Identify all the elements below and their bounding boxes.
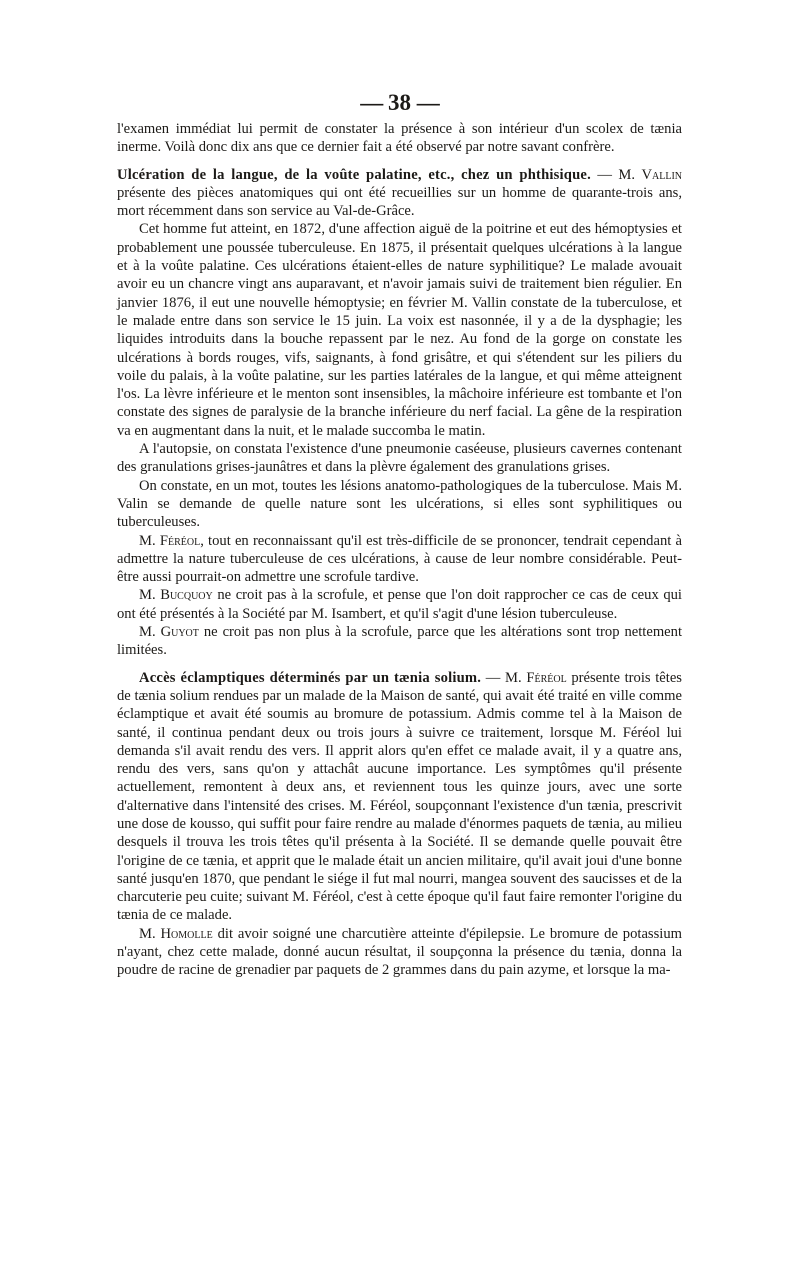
text-run: Cet homme fut atteint, en 1872, d'une affection aiguë de la poitrine et eut des hémoptysies et probablement une poussée tuberculeuse. En 1875, il présentait quelques ulcérations à la langue et à la voûte palatine. Ces ulcérations étaient-elles de nature syphilitique? Le malade avouait avoir eu un chancre vingt ans auparavant, et n'avoir jamais suivi de traitement bien régulier. En janvier 1876, il eut une nouvelle hémoptysie; en février M. Vallin constate de la tuberculose, et le malade entre dans son service le 15 juin. La voix est nasonnée, il y a de la dysphagie; les liquides introduits dans la bouche repassent par le nez. Au fond de la gorge on constate les ulcérations à bords rouges, vifs, saignants, à fond grisâtre, et qui s'étendent sur les piliers du voile du palais, à la voûte palatine, sur les parties latérales de la langue, et qui même atteignent l'os. La lèvre inférieure et le menton sont insensibles, la mâchoire inférieure est tombante et l'on constate des signes de paralysie de la branche inférieure du nerf facial. La gêne de la respiration va en augmentant dans la nuit, et le malade succomba le matin. <box>117 221 682 439</box>
author-name: Féréol <box>159 532 201 549</box>
body-text <box>117 120 682 980</box>
paragraph-p10 <box>117 925 682 980</box>
author-name: Féréol <box>526 669 567 686</box>
text-run: M. <box>139 624 161 641</box>
author-name: Bucquoy <box>160 587 213 604</box>
author-name: Vallin <box>641 166 682 183</box>
page-number-dash-right: — <box>416 90 439 115</box>
text-run: présente des pièces anatomiques qui ont été recueillies sur un homme de quarante-trois ans, mort récemment dans son service au Val-de-Grâce. <box>117 184 682 220</box>
text-run: ne croit pas non plus à la scrofule, parce que les altérations sont trop nettement limitées. <box>117 624 682 659</box>
paragraph-p8 <box>117 623 682 660</box>
text-run: ne croit pas à la scrofule, et pense que l'on doit rapprocher ce cas de ceux qui ont été présentés à la Société par M. Isambert, et qu'il s'agit d'une lésion tuberculeuse. <box>117 587 682 622</box>
text-run: M. <box>139 925 161 942</box>
text-run: l'examen immédiat lui permit de constater la présence à son intérieur d'un scolex de tænia inerme. Voilà donc dix ans que ce dernier fait a été observé par notre savant confrère. <box>117 121 682 156</box>
page-number <box>117 86 682 120</box>
text-run: A l'autopsie, on constata l'existence d'une pneumonie caséeuse, plusieurs cavernes contenant des granulations grises-jaunâtres et dans la plèvre également des granulations grises. <box>117 441 682 476</box>
text-run: — M. <box>481 669 527 686</box>
text-run: dit avoir soigné une charcutière atteinte d'épilepsie. Le bromure de potassium n'ayant, chez cette malade, donné aucun résultat, il soupçonna la présence du tænia, donna la poudre de racine de grenadier par paquets de 2 grammes dans du pain azyme, et lorsque la ma- <box>117 925 682 979</box>
paragraph-p3 <box>117 220 682 440</box>
paragraph-p6 <box>117 532 682 587</box>
paragraph-p5 <box>117 477 682 532</box>
text-run: , tout en reconnaissant qu'il est très-difficile de se prononcer, tendrait cependant à admettre la nature tuberculeuse de ces ulcérations, à cause de leur nombre considérable. Peut-être aussi pourrait-on admettre une scrofule tardive. <box>117 532 682 586</box>
paragraph-p2 <box>117 166 682 221</box>
text-run: M. <box>139 532 160 549</box>
author-name: Guyot <box>160 624 199 641</box>
paragraph-p1 <box>117 120 682 157</box>
text-run: On constate, en un mot, toutes les lésions anatomo-pathologiques de la tuberculose. Mais M. Valin se demande de quelle nature sont les ulcérations, si elles sont syphilitiques ou tuberculeuses. <box>117 477 682 531</box>
paragraph-p9 <box>117 669 682 925</box>
text-run: — M. <box>590 166 642 183</box>
text-run: M. <box>139 587 161 604</box>
author-name: Homolle <box>160 925 213 942</box>
section-heading: Ulcération de la langue, de la voûte palatine, etc., chez un phthisique. <box>117 166 591 183</box>
text-run: présente trois têtes de tænia solium rendues par un malade de la Maison de santé, qui avait été traité en ville comme éclamptique et avait été soumis au bromure de potassium. Admis comme tel à la Maison de santé, il continua pendant deux ou trois jours à suivre ce traitement, lorsque M. Féréol lui demanda s'il avait rendu des vers. Il apprit alors qu'en effet ce malade avait, il y a quatre ans, rendu des vers, sans qu'on y attachât aucune importance. Les symptômes qu'il présente actuellement, remontent à deux ans, et reviennent tous les quinze jours, avec une sorte d'alternative dans l'intensité des crises. M. Féréol, soupçonnant l'existence d'un tænia, prescrivit une dose de kousso, qui suffit pour faire rendre au malade d'énormes paquets de tænia, au milieu desquels il trouva les trois têtes qu'il présenta à la Société. Il se demande quelle pouvait être l'origine de ce tænia, et apprit que le malade était un ancien militaire, qu'il avait joui d'une bonne santé jusqu'en 1870, que pendant le siége il fut mal nourri, mangea souvent des saucisses et de la charcuterie peu cuite; suivant M. Féréol, c'est à cette époque qu'il faut faire remonter l'origine du tænia de ce malade. <box>117 669 682 924</box>
page-number-value: 38 <box>388 90 411 115</box>
paragraph-p4 <box>117 440 682 477</box>
page-number-dash-left: — <box>360 90 383 115</box>
section-heading: Accès éclamptiques déterminés par un tænia solium. <box>139 669 482 686</box>
paragraph-p7 <box>117 586 682 623</box>
